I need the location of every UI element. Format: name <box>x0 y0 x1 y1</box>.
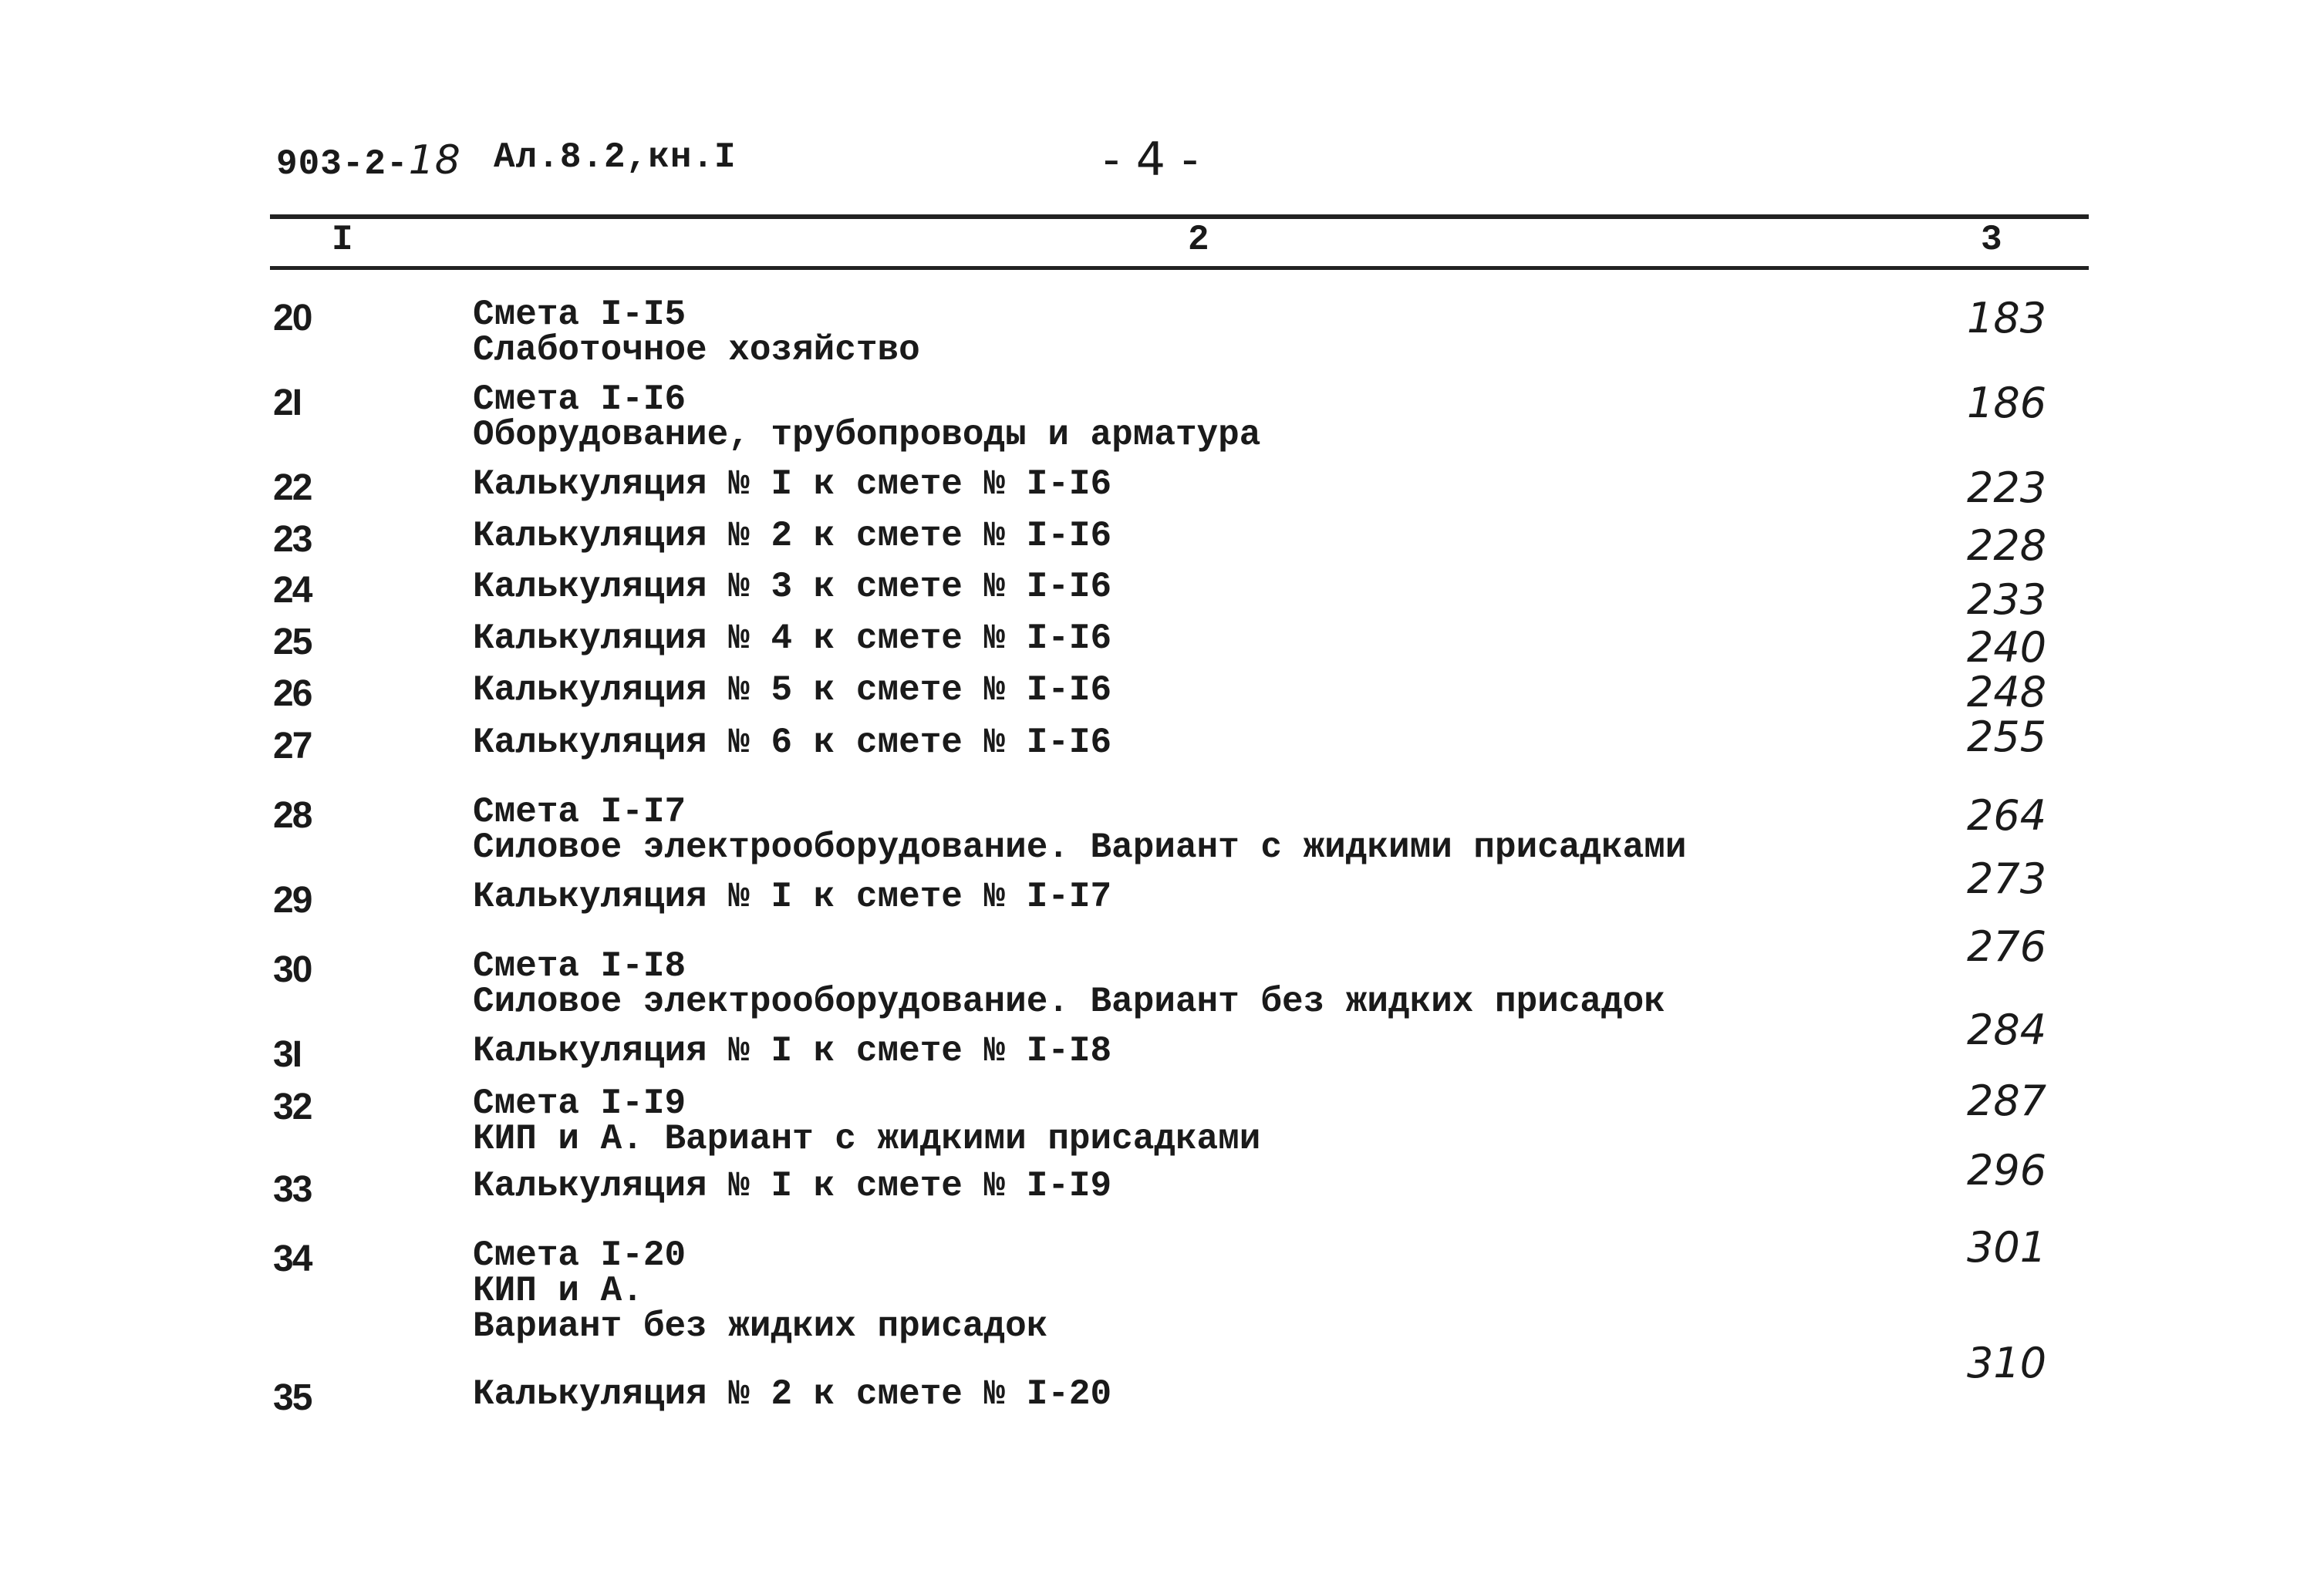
document-code-prefix: 903-2- <box>276 144 409 184</box>
row-number: 24 <box>273 570 312 611</box>
row-description <box>473 569 1111 605</box>
row-description <box>473 379 1261 455</box>
description-line: Калькуляция № 2 к смете № I-20 <box>473 1374 1112 1414</box>
row-number: 33 <box>273 1169 312 1210</box>
row-number: 35 <box>273 1377 312 1418</box>
row-page-number: 223 <box>1967 463 2047 512</box>
row-description <box>473 1235 1048 1346</box>
row-page-number: 183 <box>1967 294 2047 342</box>
row-number: 25 <box>273 622 312 662</box>
table-top-rule <box>270 214 2089 219</box>
page-number: - 4 - <box>1103 133 1199 187</box>
row-number: 27 <box>273 726 312 767</box>
document-code-suffix: 18 <box>408 137 461 184</box>
row-page-number: 264 <box>1967 791 2047 840</box>
row-page-number: 273 <box>1967 854 2047 903</box>
description-line: Смета I-I5 <box>473 295 686 335</box>
description-line: Калькуляция № 5 к смете № I-I6 <box>473 670 1112 710</box>
row-description <box>473 946 1665 1022</box>
row-page-number: 255 <box>1967 713 2047 761</box>
row-description <box>473 792 1687 868</box>
row-page-number: 287 <box>1967 1077 2047 1125</box>
description-line: Оборудование, трубопроводы и арматура <box>473 415 1261 455</box>
description-line: Вариант без жидких присадок <box>473 1306 1048 1346</box>
row-description <box>473 1168 1111 1204</box>
row-description <box>473 879 1111 915</box>
description-line: Калькуляция № 2 к смете № I-I6 <box>473 516 1112 556</box>
row-page-number: 186 <box>1967 379 2047 427</box>
description-line: Калькуляция № 3 к смете № I-I6 <box>473 567 1112 607</box>
row-description <box>473 723 1112 763</box>
page-header <box>0 0 2324 201</box>
row-page-number: 228 <box>1967 521 2047 570</box>
description-line: Калькуляция № 4 к смете № I-I6 <box>473 618 1112 659</box>
row-page-number: 310 <box>1967 1339 2047 1387</box>
row-page-number: 296 <box>1967 1146 2047 1195</box>
description-line: Калькуляция № I к смете № I-I6 <box>473 464 1112 504</box>
description-line: КИП и А. Вариант с жидкими присадками <box>473 1119 1261 1159</box>
row-number: 29 <box>273 880 312 921</box>
row-number: 34 <box>273 1238 312 1279</box>
column-header-2: 2 <box>1188 220 1209 260</box>
row-description <box>473 1033 1111 1069</box>
row-description <box>473 672 1111 708</box>
row-number: 30 <box>273 949 312 990</box>
row-page-number: 301 <box>1967 1223 2047 1272</box>
column-header-1: I <box>332 220 353 260</box>
row-description <box>473 518 1111 554</box>
document-code <box>276 137 461 184</box>
row-number: 22 <box>273 467 312 508</box>
row-number: 32 <box>273 1087 312 1127</box>
description-line: Силовое электрооборудование. Вариант без жидких присадок <box>473 982 1665 1022</box>
row-page-number: 248 <box>1967 668 2047 716</box>
row-description <box>473 1374 1112 1414</box>
row-number: 2I <box>273 382 302 423</box>
row-description <box>473 618 1112 659</box>
description-line: КИП и А. <box>473 1271 643 1311</box>
description-line: Смета I-I9 <box>473 1083 686 1124</box>
row-number: 3I <box>273 1034 302 1075</box>
row-description <box>473 297 920 368</box>
row-page-number: 276 <box>1967 922 2047 971</box>
description-line: Смета I-20 <box>473 1235 686 1276</box>
row-number: 23 <box>273 519 312 560</box>
description-line: Калькуляция № 6 к смете № I-I6 <box>473 723 1112 763</box>
row-page-number: 240 <box>1967 623 2047 672</box>
description-line: Слаботочное хозяйство <box>473 330 920 370</box>
row-number: 28 <box>273 795 312 836</box>
row-description <box>473 1083 1261 1159</box>
description-line: Калькуляция № I к смете № I-I7 <box>473 877 1112 917</box>
description-line: Смета I-I7 <box>473 792 686 832</box>
description-line: Калькуляция № I к смете № I-I9 <box>473 1166 1112 1206</box>
table-header-rule <box>270 266 2089 270</box>
column-header-3: 3 <box>1981 220 2002 260</box>
description-line: Калькуляция № I к смете № I-I8 <box>473 1031 1112 1071</box>
row-number: 20 <box>273 298 312 339</box>
description-line: Смета I-I6 <box>473 379 686 420</box>
album-reference: Ал.8.2,кн.I <box>494 137 737 177</box>
row-page-number: 233 <box>1967 575 2047 624</box>
description-line: Силовое электрооборудование. Вариант с жидкими присадками <box>473 827 1687 868</box>
row-page-number: 284 <box>1967 1006 2047 1054</box>
row-number: 26 <box>273 673 312 714</box>
row-description <box>473 464 1112 504</box>
description-line: Смета I-I8 <box>473 946 686 986</box>
